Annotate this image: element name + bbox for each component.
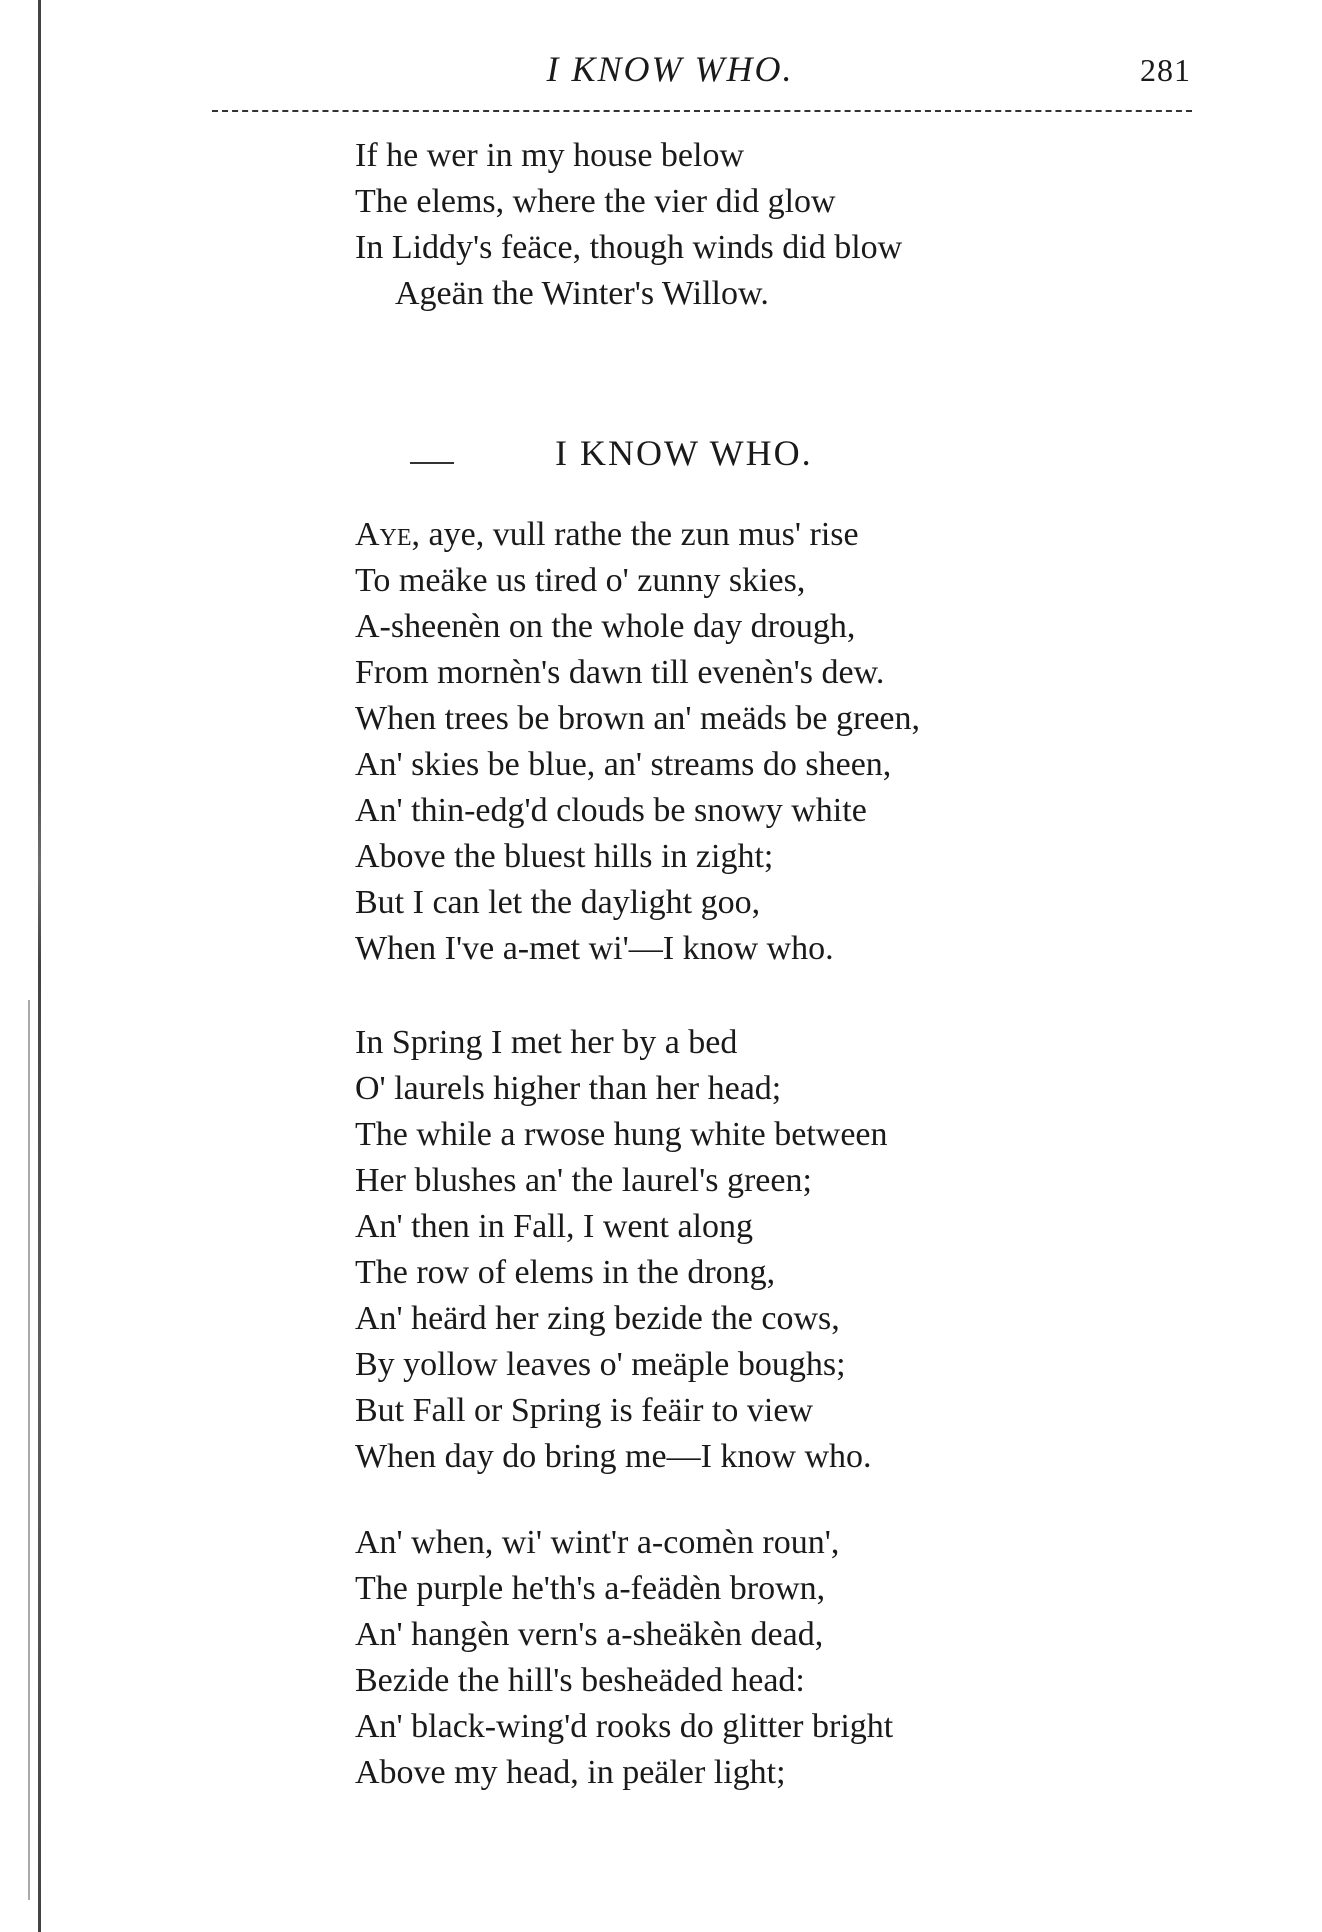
verse-line: When I've a-met wi'—I know who.	[355, 930, 834, 967]
verse-line: Her blushes an' the laurel's green;	[355, 1162, 812, 1199]
running-head	[0, 48, 1322, 98]
verse-line: An' thin-edg'd clouds be snowy white	[355, 792, 867, 829]
verse-line: When trees be brown an' meäds be green,	[355, 700, 921, 737]
verse-line: An' then in Fall, I went along	[355, 1208, 754, 1245]
verse-line: The row of elems in the drong,	[355, 1254, 776, 1291]
poem-stanza-1	[355, 512, 1155, 972]
verse-line: In Liddy's feäce, though winds did blow	[355, 229, 903, 266]
verse-line-first	[355, 512, 1155, 558]
verse-line: If he wer in my house below	[355, 137, 745, 174]
header-rule	[212, 110, 1192, 112]
poem-stanza-2	[355, 1020, 1155, 1480]
page-number: 281	[1140, 52, 1191, 88]
page-binding-edge	[38, 0, 41, 1932]
poem-title: I KNOW WHO.	[555, 433, 813, 473]
verse-line: An' hangèn vern's a-sheäkèn dead,	[355, 1616, 824, 1653]
verse-line: The while a rwose hung white between	[355, 1116, 888, 1153]
verse-line: The purple he'th's a-feädèn brown,	[355, 1570, 826, 1607]
verse-line: When day do bring me—I know who.	[355, 1438, 872, 1475]
verse-line: O' laurels higher than her head;	[355, 1070, 782, 1107]
first-line-rest: aye, vull rathe the zun mus' rise	[420, 516, 859, 553]
drop-word: Aye,	[355, 516, 421, 553]
verse-line: To meäke us tired o' zunny skies,	[355, 562, 806, 599]
verse-line: An' skies be blue, an' streams do sheen,	[355, 746, 892, 783]
verse-line: But I can let the daylight goo,	[355, 884, 761, 921]
verse-line: By yollow leaves o' meäple boughs;	[355, 1346, 846, 1383]
verse-line: But Fall or Spring is feäir to view	[355, 1392, 814, 1429]
verse-line: Ageän the Winter's Willow.	[395, 275, 769, 312]
poem-title-block	[410, 432, 970, 482]
verse-line: An' heärd her zing bezide the cows,	[355, 1300, 840, 1337]
running-title: I KNOW WHO.	[546, 49, 794, 89]
title-dash	[410, 462, 454, 464]
verse-line: Above my head, in peäler light;	[355, 1754, 786, 1791]
verse-line: Above the bluest hills in zight;	[355, 838, 774, 875]
verse-line: From mornèn's dawn till evenèn's dew.	[355, 654, 885, 691]
verse-line: An' when, wi' wint'r a-comèn roun',	[355, 1524, 840, 1561]
verse-line: A-sheenèn on the whole day drough,	[355, 608, 856, 645]
previous-poem-stanza	[355, 133, 1155, 317]
poem-stanza-3	[355, 1520, 1155, 1796]
verse-line: An' black-wing'd rooks do glitter bright	[355, 1708, 894, 1745]
verse-line: In Spring I met her by a bed	[355, 1024, 738, 1061]
verse-line: The elems, where the vier did glow	[355, 183, 836, 220]
verse-line: Bezide the hill's besheäded head:	[355, 1662, 805, 1699]
page-binding-shadow	[28, 1000, 30, 1900]
